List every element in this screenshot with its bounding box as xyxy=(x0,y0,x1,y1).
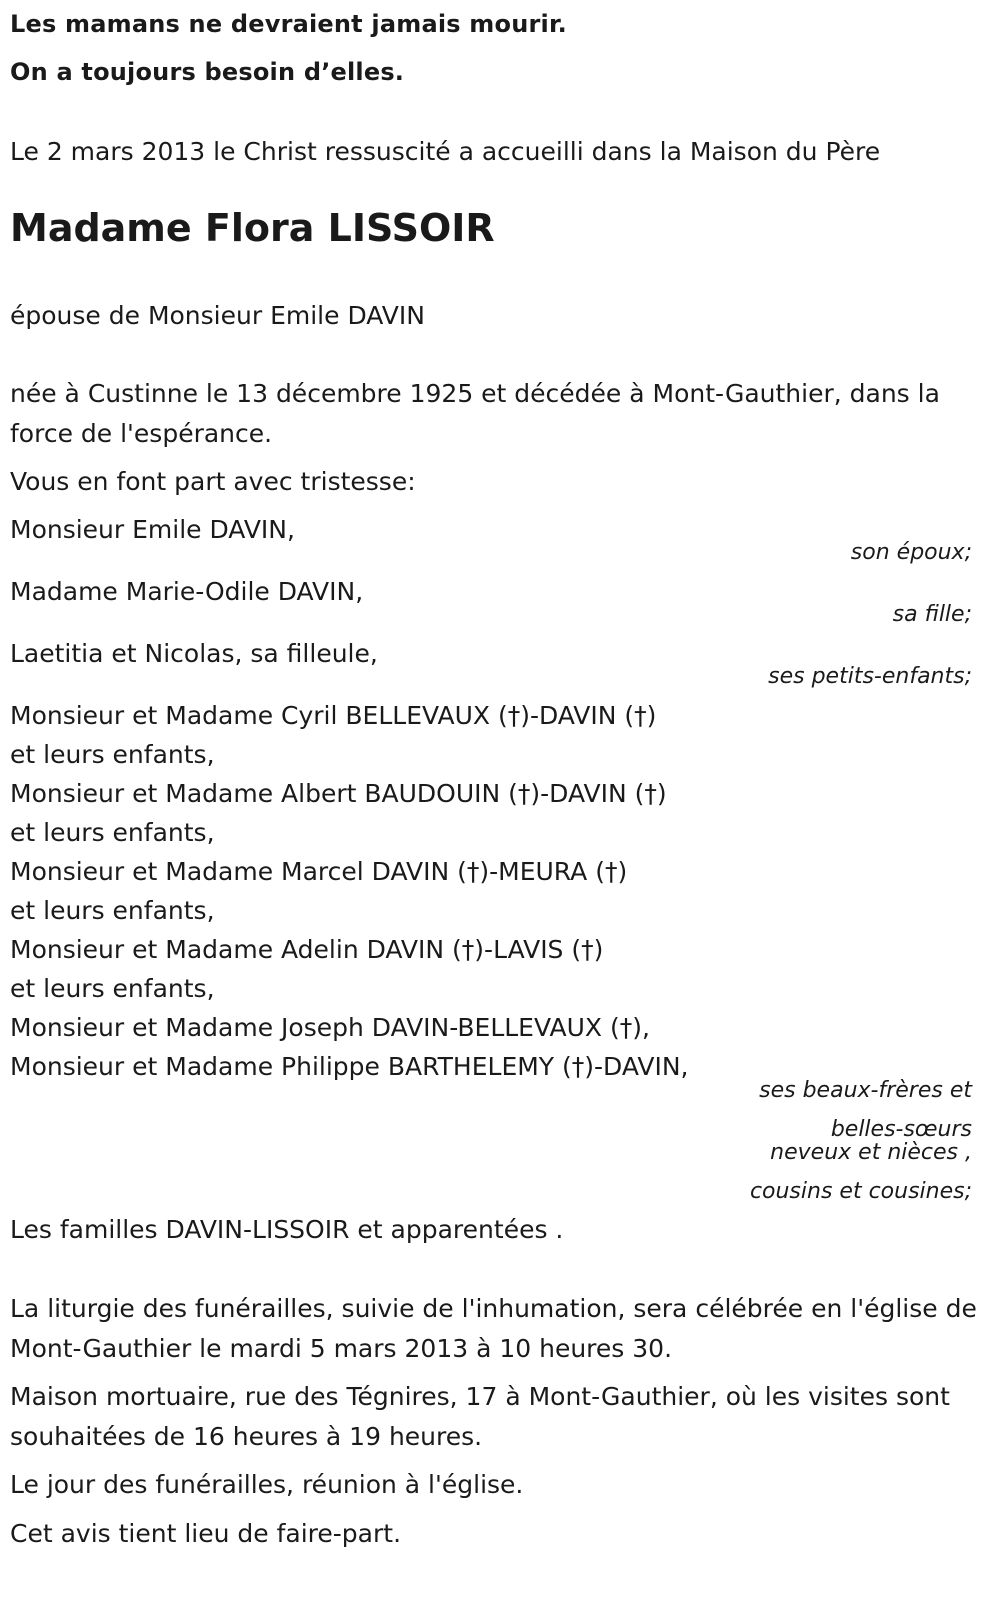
relation-siblings-2: belles-sœurs xyxy=(830,1117,972,1142)
sibling-line: et leurs enfants, xyxy=(10,740,215,769)
meeting-text: Le jour des funérailles, réunion à l'église. xyxy=(10,1470,524,1499)
announcement: Le 2 mars 2013 le Christ ressuscité a accueilli dans la Maison du Père xyxy=(10,137,881,166)
sibling-line: Monsieur et Madame Albert BAUDOUIN (†)-DAVIN (†) xyxy=(10,779,667,808)
sibling-line: Monsieur et Madame Philippe BARTHELEMY (†)-DAVIN, xyxy=(10,1052,689,1081)
visits-text: Maison mortuaire, rue des Tégnires, 17 à Mont-Gauthier, où les visites sont souhaitées de 16 heures à 19 heures. xyxy=(10,1382,950,1451)
families-line: Les familles DAVIN-LISSOIR et apparentées . xyxy=(10,1215,564,1244)
sibling-line: Monsieur et Madame Marcel DAVIN (†)-MEURA (†) xyxy=(10,857,628,886)
sibling-line: Monsieur et Madame Joseph DAVIN-BELLEVAUX (†), xyxy=(10,1013,650,1042)
epigraph-line-1: Les mamans ne devraient jamais mourir. xyxy=(10,10,567,38)
family-daughter: Madame Marie-Odile DAVIN, xyxy=(10,577,364,606)
closing-text: Cet avis tient lieu de faire-part. xyxy=(10,1519,402,1548)
relation-siblings-1: ses beaux-frères et xyxy=(759,1078,972,1103)
sibling-line: et leurs enfants, xyxy=(10,896,215,925)
sibling-line: Monsieur et Madame Adelin DAVIN (†)-LAVIS (†) xyxy=(10,935,604,964)
family-grandchildren: Laetitia et Nicolas, sa filleule, xyxy=(10,639,378,668)
sibling-line: et leurs enfants, xyxy=(10,818,215,847)
spouse-line: épouse de Monsieur Emile DAVIN xyxy=(10,301,425,330)
sibling-line: et leurs enfants, xyxy=(10,974,215,1003)
relation-nephews: neveux et nièces , xyxy=(770,1140,972,1165)
funeral-text: La liturgie des funérailles, suivie de l'inhumation, sera célébrée en l'église de Mont-Gauthier le mardi 5 mars 2013 à 10 heures 30. xyxy=(10,1294,977,1363)
relation-cousins: cousins et cousines; xyxy=(749,1179,972,1204)
birth-death-text: née à Custinne le 13 décembre 1925 et décédée à Mont-Gauthier, dans la force de l'espérance. xyxy=(10,379,940,448)
relation-spouse: son époux; xyxy=(850,540,972,565)
intro-text: Vous en font part avec tristesse: xyxy=(10,467,416,496)
epigraph-line-2: On a toujours besoin d’elles. xyxy=(10,58,405,86)
sibling-line: Monsieur et Madame Cyril BELLEVAUX (†)-DAVIN (†) xyxy=(10,701,657,730)
deceased-name: Madame Flora LISSOIR xyxy=(10,206,495,250)
relation-daughter: sa fille; xyxy=(892,602,972,627)
family-spouse: Monsieur Emile DAVIN, xyxy=(10,515,295,544)
relation-grandchildren: ses petits-enfants; xyxy=(768,664,972,689)
